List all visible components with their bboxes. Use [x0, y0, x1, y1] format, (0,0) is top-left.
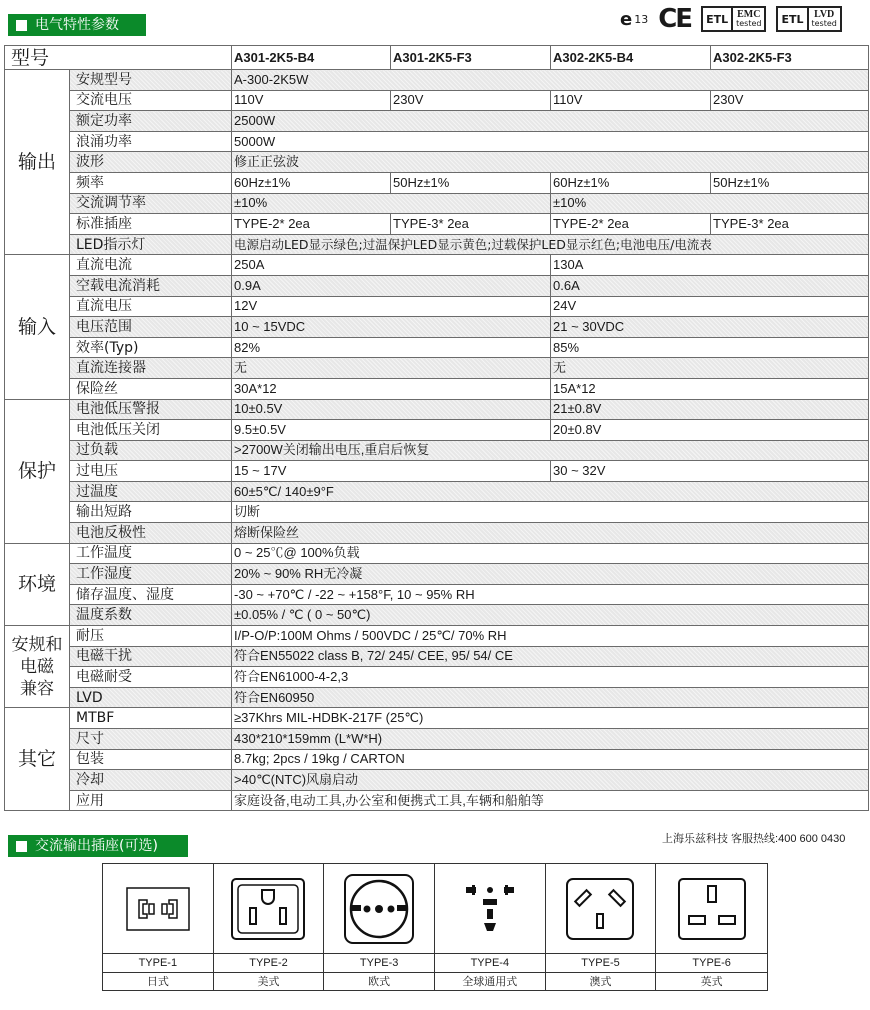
row-value: 家庭设备,电动工具,办公室和便携式工具,车辆和船舶等 [232, 790, 869, 811]
group-safety-line: 兼容 [20, 678, 54, 699]
group-other: 其它 [5, 708, 70, 811]
etl-emc-logo [701, 6, 766, 32]
row-label: 保险丝 [70, 378, 232, 399]
table-row [5, 152, 869, 173]
group-safety-line: 安规和 [11, 634, 63, 655]
row-label: 尺寸 [70, 729, 232, 750]
row-label: 电池反极性 [70, 523, 232, 544]
group-protect: 保护 [5, 399, 70, 543]
table-header-row [5, 46, 869, 70]
row-value: 10 ~ 15VDC [232, 317, 551, 338]
row-value: 50Hz±1% [391, 172, 551, 193]
model-header: A301-2K5-F3 [391, 46, 551, 70]
table-row [5, 399, 869, 420]
table-row [5, 523, 869, 544]
row-value: 切断 [232, 502, 869, 523]
socket-item [214, 864, 325, 990]
row-label: 输出短路 [70, 502, 232, 523]
lvd-label: LVD [814, 9, 835, 20]
row-value: TYPE-3* 2ea [711, 214, 869, 235]
row-label: 频率 [70, 172, 232, 193]
row-value: 60±5℃/ 140±9°F [232, 481, 869, 502]
row-value: 24V [551, 296, 869, 317]
row-value: 符合EN61000-4-2,3 [232, 667, 869, 688]
row-value: 15A*12 [551, 378, 869, 399]
row-value: 无 [232, 358, 551, 379]
row-label: 工作湿度 [70, 564, 232, 585]
row-label: 标准插座 [70, 214, 232, 235]
row-label: 工作温度 [70, 543, 232, 564]
row-label: 波形 [70, 152, 232, 173]
socket-type5-icon [564, 876, 636, 942]
table-row [5, 749, 869, 770]
row-value: 9.5±0.5V [232, 420, 551, 441]
row-value: 430*210*159mm (L*W*H) [232, 729, 869, 750]
row-label: 交流调节率 [70, 193, 232, 214]
row-value: TYPE-2* 2ea [232, 214, 391, 235]
row-value: 符合EN60950 [232, 687, 869, 708]
table-row [5, 646, 869, 667]
row-value: 10±0.5V [232, 399, 551, 420]
table-row [5, 481, 869, 502]
row-value: 0.9A [232, 275, 551, 296]
square-bullet-icon [16, 841, 27, 852]
section-header-electrical [8, 14, 146, 36]
row-label: 直流连接器 [70, 358, 232, 379]
table-row [5, 90, 869, 111]
row-label: 冷却 [70, 770, 232, 791]
row-value: ±10% [232, 193, 551, 214]
row-value: 0 ~ 25℃@ 100%负载 [232, 543, 869, 564]
row-value: 0.6A [551, 275, 869, 296]
row-label: 电池低压警报 [70, 399, 232, 420]
section-title: 交流输出插座(可选) [35, 838, 158, 854]
socket-type4-icon [450, 879, 530, 939]
section-header-sockets [8, 835, 188, 857]
row-value: 110V [232, 90, 391, 111]
row-label: 耐压 [70, 626, 232, 647]
socket-name: 美式 [257, 975, 280, 988]
row-value: 2500W [232, 111, 869, 132]
group-output: 输出 [5, 70, 70, 255]
row-value: 60Hz±1% [232, 172, 391, 193]
row-value: 21±0.8V [551, 399, 869, 420]
group-env: 环境 [5, 543, 70, 625]
table-row [5, 193, 869, 214]
table-row [5, 461, 869, 482]
row-value: 熔断保险丝 [232, 523, 869, 544]
table-row [5, 790, 869, 811]
table-row [5, 626, 869, 647]
model-title: 型号 [5, 46, 232, 70]
table-row [5, 337, 869, 358]
table-row [5, 687, 869, 708]
row-value: I/P-O/P:100M Ohms / 500VDC / 25℃/ 70% RH [232, 626, 869, 647]
row-value: 85% [551, 337, 869, 358]
row-label: 包装 [70, 749, 232, 770]
socket-type6-icon [676, 876, 748, 942]
e-mark-logo [620, 9, 648, 30]
socket-name: 英式 [700, 975, 723, 988]
table-row [5, 564, 869, 585]
table-row [5, 214, 869, 235]
socket-type: TYPE-6 [656, 954, 767, 973]
table-row [5, 605, 869, 626]
row-label: 交流电压 [70, 90, 232, 111]
table-row [5, 111, 869, 132]
model-header: A302-2K5-B4 [551, 46, 711, 70]
row-label: MTBF [70, 708, 232, 729]
row-value: 230V [391, 90, 551, 111]
row-value: TYPE-2* 2ea [551, 214, 711, 235]
row-label: 空载电流消耗 [70, 275, 232, 296]
row-label: 安规型号 [70, 70, 232, 91]
row-value: 无 [551, 358, 869, 379]
table-row [5, 420, 869, 441]
socket-type3-icon [343, 873, 415, 945]
row-value: 20±0.8V [551, 420, 869, 441]
row-label: 过电压 [70, 461, 232, 482]
table-row [5, 584, 869, 605]
row-label: 电池低压关闭 [70, 420, 232, 441]
section-title: 电气特性参数 [35, 17, 119, 33]
etl-label: ETL [703, 8, 733, 30]
table-row [5, 131, 869, 152]
certification-logos [620, 6, 842, 32]
row-value: 12V [232, 296, 551, 317]
tested-label: tested [811, 19, 837, 28]
socket-type2-icon [229, 876, 307, 942]
table-row [5, 172, 869, 193]
row-label: 直流电压 [70, 296, 232, 317]
row-value: 修正正弦波 [232, 152, 869, 173]
row-value: 30A*12 [232, 378, 551, 399]
table-row [5, 317, 869, 338]
table-row [5, 70, 869, 91]
table-row [5, 234, 869, 255]
row-label: 储存温度、湿度 [70, 584, 232, 605]
row-value: >40℃(NTC)风扇启动 [232, 770, 869, 791]
square-bullet-icon [16, 20, 27, 31]
row-value: 5000W [232, 131, 869, 152]
row-value: 电源启动LED显示绿色;过温保护LED显示黄色;过载保护LED显示红色;电池电压/电流表 [232, 234, 869, 255]
table-row [5, 296, 869, 317]
row-value: A-300-2K5W [232, 70, 869, 91]
row-label: 电磁干扰 [70, 646, 232, 667]
socket-item [435, 864, 546, 990]
row-value: 符合EN55022 class B, 72/ 245/ CEE, 95/ 54/ CE [232, 646, 869, 667]
row-value: 110V [551, 90, 711, 111]
hotline-text: 上海乐兹科技 客服热线:400 600 0430 [662, 833, 846, 845]
group-safety [5, 626, 70, 708]
row-value: TYPE-3* 2ea [391, 214, 551, 235]
row-value: -30 ~ +70℃ / -22 ~ +158°F, 10 ~ 95% RH [232, 584, 869, 605]
spec-table [4, 45, 869, 811]
e-mark-letter: e [620, 8, 633, 30]
row-value: ≥37Khrs MIL-HDBK-217F (25℃) [232, 708, 869, 729]
row-value: >2700W关闭输出电压,重启后恢复 [232, 440, 869, 461]
socket-name: 欧式 [368, 975, 391, 988]
socket-type1-icon [125, 886, 191, 932]
row-label: LED指示灯 [70, 234, 232, 255]
socket-name: 日式 [146, 975, 169, 988]
row-value: 230V [711, 90, 869, 111]
row-value: ±0.05% / ℃ ( 0 ~ 50℃) [232, 605, 869, 626]
row-value: 50Hz±1% [711, 172, 869, 193]
tested-label: tested [736, 19, 762, 28]
row-label: 过负载 [70, 440, 232, 461]
table-row [5, 378, 869, 399]
row-label: 过温度 [70, 481, 232, 502]
row-value: 20% ~ 90% RH无冷凝 [232, 564, 869, 585]
row-value: 30 ~ 32V [551, 461, 869, 482]
table-row [5, 440, 869, 461]
table-row [5, 255, 869, 276]
model-header: A301-2K5-B4 [232, 46, 391, 70]
row-value: 8.7kg; 2pcs / 19kg / CARTON [232, 749, 869, 770]
socket-item [324, 864, 435, 990]
e-mark-number: 13 [634, 12, 649, 26]
row-value: 21 ~ 30VDC [551, 317, 869, 338]
row-value: 60Hz±1% [551, 172, 711, 193]
row-value: 82% [232, 337, 551, 358]
row-value: 15 ~ 17V [232, 461, 551, 482]
table-row [5, 667, 869, 688]
group-safety-line: 电磁 [20, 656, 54, 677]
row-label: 直流电流 [70, 255, 232, 276]
group-input: 输入 [5, 255, 70, 399]
row-label: 温度系数 [70, 605, 232, 626]
row-label: 浪涌功率 [70, 131, 232, 152]
socket-name: 澳式 [589, 975, 612, 988]
row-label: LVD [70, 687, 232, 708]
row-label: 电磁耐受 [70, 667, 232, 688]
table-row [5, 770, 869, 791]
row-value: ±10% [551, 193, 869, 214]
etl-label: ETL [778, 8, 808, 30]
socket-type: TYPE-3 [324, 954, 434, 973]
table-row [5, 729, 869, 750]
socket-type: TYPE-2 [214, 954, 324, 973]
socket-type: TYPE-5 [546, 954, 656, 973]
table-row [5, 708, 869, 729]
socket-type: TYPE-1 [103, 954, 213, 973]
table-row [5, 543, 869, 564]
socket-item [103, 864, 214, 990]
table-row [5, 358, 869, 379]
ce-logo: CE [658, 4, 692, 34]
row-label: 效率(Typ) [70, 337, 232, 358]
etl-lvd-logo [776, 6, 841, 32]
row-label: 应用 [70, 790, 232, 811]
table-row [5, 502, 869, 523]
row-label: 电压范围 [70, 317, 232, 338]
socket-item [656, 864, 767, 990]
table-row [5, 275, 869, 296]
socket-item [546, 864, 657, 990]
socket-name: 全球通用式 [462, 975, 518, 988]
row-value: 250A [232, 255, 551, 276]
emc-label: EMC [737, 9, 761, 20]
row-value: 130A [551, 255, 869, 276]
socket-type: TYPE-4 [435, 954, 545, 973]
socket-types-panel [102, 863, 768, 991]
row-label: 额定功率 [70, 111, 232, 132]
model-header: A302-2K5-F3 [711, 46, 869, 70]
